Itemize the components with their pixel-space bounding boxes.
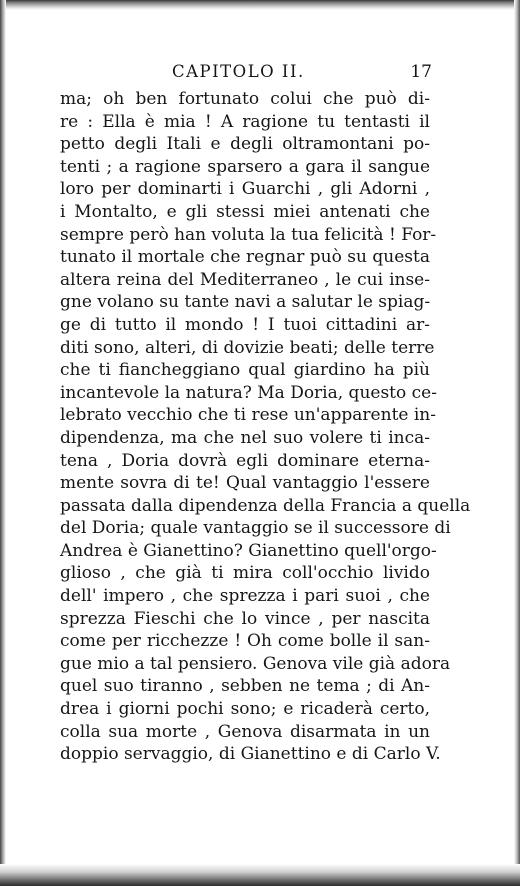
text-line: tena , Doria dovrà egli dominare eterna- [60, 450, 430, 471]
page-left-edge-shadow [0, 0, 6, 886]
running-head [60, 62, 430, 88]
text-line: re : Ella è mia ! A ragione tu tentasti il [60, 111, 430, 132]
page-right-edge-shadow [514, 0, 520, 886]
text-line: sprezza Fieschi che lo vince , per nascita [60, 608, 430, 629]
text-line: lebrato vecchio che ti rese un'apparente in- [60, 405, 436, 426]
text-line: passata dalla dipendenza della Francia a quella [60, 495, 471, 516]
text-line: ge di tutto il mondo ! I tuoi cittadini ar- [60, 314, 430, 335]
text-line: del Doria; quale vantaggio se il successore di [60, 518, 451, 539]
text-line: drea i giorni pochi sono; e ricaderà certo, [60, 699, 430, 720]
book-page [60, 62, 471, 766]
text-line: incantevole la natura? Ma Doria, questo ce- [60, 382, 437, 403]
body-text [60, 88, 471, 766]
text-line: altera reina del Mediterraneo , le cui inse- [60, 269, 430, 290]
text-line: quel suo tiranno , sebben ne tema ; di An- [60, 676, 430, 697]
text-line: doppio servaggio, di Gianettino e di Carlo V. [60, 744, 441, 765]
text-line: diti sono, alteri, di dovizie beati; delle terre [60, 337, 435, 358]
text-line: gue mio a tal pensiero. Genova vile già adora [60, 653, 451, 674]
text-line: loro per dominarti i Guarchi , gli Adorni , [60, 179, 430, 200]
text-line: tunato il mortale che regnar può su questa [60, 247, 430, 268]
text-line: petto degli Itali e degli oltramontani po- [60, 134, 430, 155]
text-line: Andrea è Gianettino? Gianettino quell'orgo- [60, 540, 437, 561]
text-line: come per ricchezze ! Oh come bolle il san- [60, 631, 430, 652]
text-line: glioso , che già ti mira coll'occhio livido [60, 563, 430, 584]
text-line: dell' impero , che sprezza i pari suoi , che [60, 586, 430, 607]
text-line: dipendenza, ma che nel suo volere ti inca- [60, 427, 430, 448]
text-line: gne volano su tante navi a salutar le spiag- [60, 292, 431, 313]
text-line: che ti fiancheggiano qual giardino ha più [60, 360, 430, 381]
text-line: ma; oh ben fortunato colui che può di- [60, 89, 430, 109]
page-top-edge-shadow [0, 0, 520, 10]
text-line: tenti ; a ragione sparsero a gara il sangue [60, 156, 430, 177]
text-line: i Montalto, e gli stessi miei antenati che [60, 201, 430, 222]
text-line: colla sua morte , Genova disarmata in un [60, 721, 430, 742]
page-bottom-edge-shadow [0, 864, 520, 886]
text-line: sempre però han voluta la tua felicità ! For- [60, 224, 437, 245]
text-line: mente sovra di te! Qual vantaggio l'essere [60, 473, 430, 494]
page-number: 17 [410, 62, 432, 82]
chapter-heading: CAPITOLO II. [172, 62, 305, 81]
